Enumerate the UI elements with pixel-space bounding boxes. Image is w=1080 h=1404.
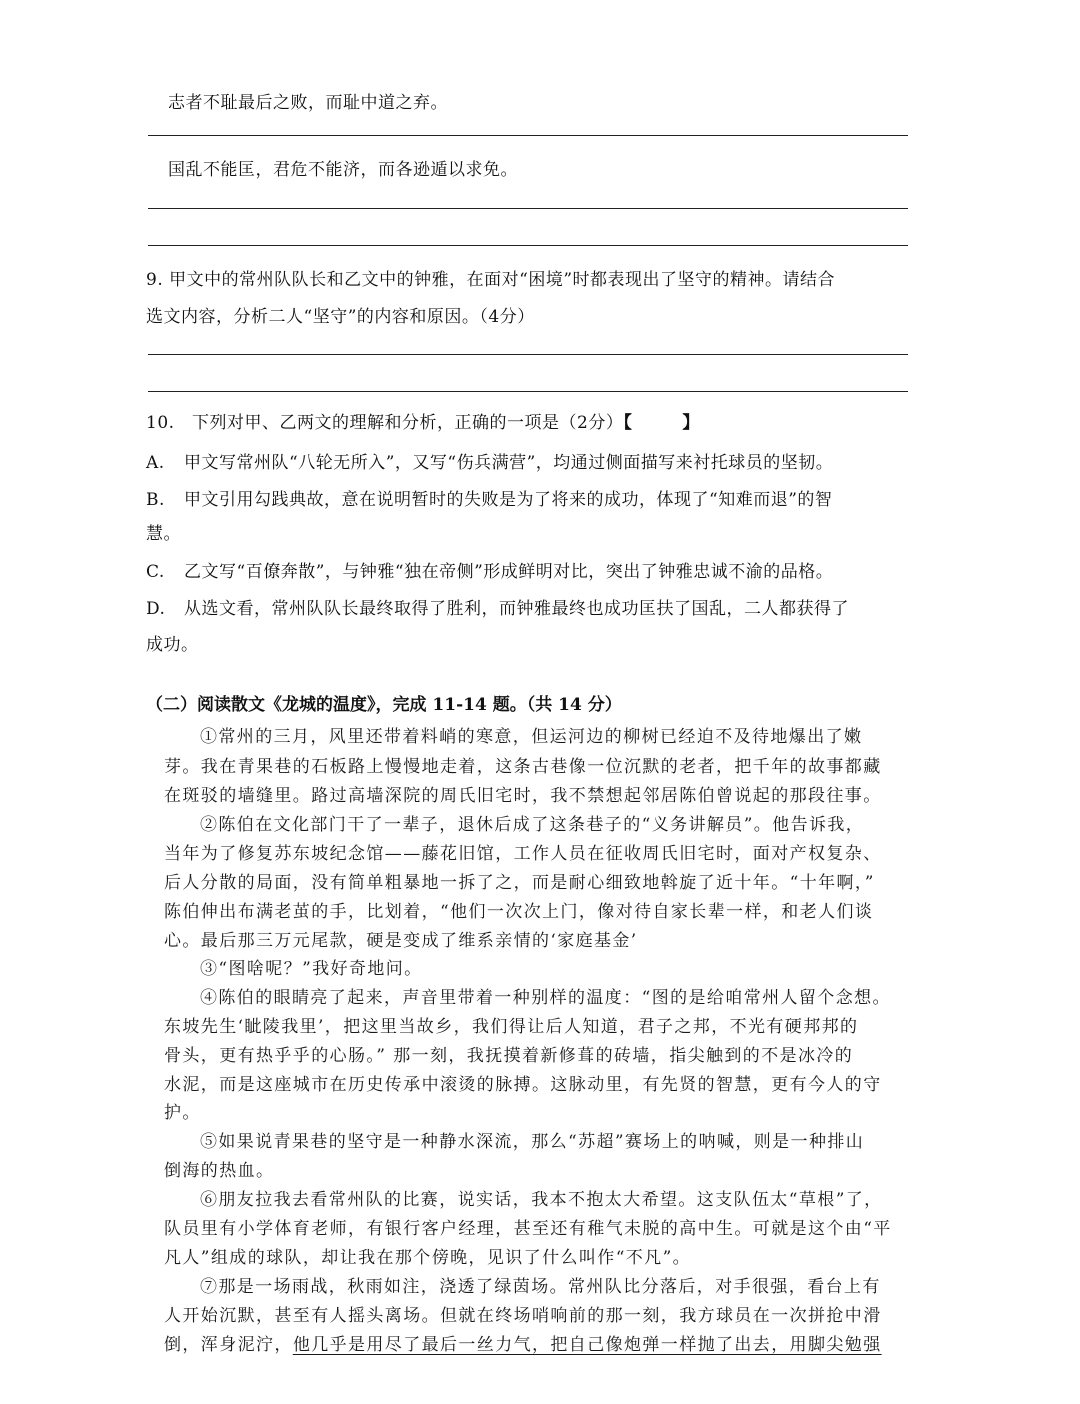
answer-line xyxy=(148,208,908,209)
essay-line: ①常州的三月，风里还带着料峭的寒意，但运河边的柳树已经迫不及待地爆出了嫩 xyxy=(200,727,863,747)
option-letter: D. xyxy=(146,599,166,619)
essay-last-line xyxy=(164,1330,882,1355)
essay-line: 骨头，更有热乎乎的心肠。” 那一刻，我抚摸着新修葺的砖墙，指尖触到的不是冰冷的 xyxy=(164,1046,854,1066)
question-9-line-1: 9. 甲文中的常州队队长和乙文中的钟雅，在面对“困境”时都表现出了坚守的精神。请结合 xyxy=(146,270,836,290)
essay-line: 陈伯伸出布满老茧的手，比划着，“他们一次次上门，像对待自家长辈一样，和老人们谈 xyxy=(164,902,874,922)
essay-line: 倒海的热血。 xyxy=(164,1161,275,1181)
essay-line: 芽。我在青果巷的石板路上慢慢地走着，这条古巷像一位沉默的老者，把千年的故事都藏 xyxy=(164,757,882,777)
essay-line: ③“图啥呢？”我好奇地问。 xyxy=(200,959,423,979)
essay-line: 水泥，而是这座城市在历史传承中滚烫的脉搏。这脉动里，有先贤的智慧，更有今人的守 xyxy=(164,1075,882,1095)
question-9-line-2: 选文内容，分析二人“坚守”的内容和原因。（4分） xyxy=(146,307,535,327)
underlined-sentence: 他几乎是用尽了最后一丝力气，把自己像炮弹一样抛了出去，用脚尖勉强 xyxy=(292,1335,882,1355)
option-b-continued: 慧。 xyxy=(146,524,181,544)
essay-line: 东坡先生‘眦陵我里’，把这里当故乡，我们得让后人知道，君子之邦，不光有硬邦邦的 xyxy=(164,1017,859,1037)
essay-line: ⑥朋友拉我去看常州队的比赛，说实话，我本不抱太大希望。这支队伍太“草根”了， xyxy=(200,1190,883,1210)
question-10-text: 10. 下列对甲、乙两文的理解和分析，正确的一项是（2分） xyxy=(146,413,624,433)
section-2-title: （二）阅读散文《龙城的温度》，完成 11-14 题。（共 14 分） xyxy=(146,695,622,715)
option-text: 甲文写常州队“八轮无所入”，又写“伤兵满营”，均通过侧面描写来衬托球员的坚韧。 xyxy=(184,453,834,473)
essay-line: 当年为了修复苏东坡纪念馆——藤花旧馆，工作人员在征收周氏旧宅时，面对产权复杂、 xyxy=(164,844,882,864)
translation-sentence-1: 志者不耻最后之败，而耻中道之弃。 xyxy=(168,93,448,113)
answer-line xyxy=(148,354,908,355)
option-text: 从选文看，常州队队长最终取得了胜利，而钟雅最终也成功匡扶了国乱，二人都获得了 xyxy=(184,599,849,619)
option-a xyxy=(146,448,833,473)
option-letter: B. xyxy=(146,490,165,510)
essay-line: 护。 xyxy=(164,1103,201,1123)
essay-line: 人开始沉默，甚至有人摇头离场。但就在终场哨响前的那一刻，我方球员在一次拼抢中滑 xyxy=(164,1306,882,1326)
answer-line xyxy=(148,391,908,392)
option-b xyxy=(146,485,832,510)
essay-line: ⑦那是一场雨战，秋雨如注，浇透了绿茵场。常州队比分落后，对手很强，看台上有 xyxy=(200,1277,881,1297)
answer-bracket-open: 【 xyxy=(623,413,633,433)
option-text: 乙文写“百僚奔散”，与钟雅“独在帝侧”形成鲜明对比，突出了钟雅忠诚不渝的品格。 xyxy=(184,562,834,582)
essay-line: ④陈伯的眼睛亮了起来，声音里带着一种别样的温度：“图的是给咱常州人留个念想。 xyxy=(200,988,891,1008)
essay-line: ②陈伯在文化部门干了一辈子，退休后成了这条巷子的“义务讲解员”。他告诉我， xyxy=(200,815,865,835)
option-letter: A. xyxy=(146,453,165,473)
answer-line xyxy=(148,245,908,246)
essay-text: 倒，浑身泥泞， xyxy=(164,1335,293,1355)
option-d-continued: 成功。 xyxy=(146,635,199,655)
essay-line: 队员里有小学体育老师，有银行客户经理，甚至还有稚气未脱的高中生。可就是这个由“平 xyxy=(164,1219,892,1239)
option-c xyxy=(146,557,833,582)
essay-line: 在斑驳的墙缝里。路过高墙深院的周氏旧宅时，我不禁想起邻居陈伯曾说起的那段往事。 xyxy=(164,786,882,806)
essay-line: 后人分散的局面，没有简单粗暴地一拆了之，而是耐心细致地斡旋了近十年。“十年啊，” xyxy=(164,873,875,893)
essay-line: 心。最后那三万元尾款，硬是变成了维系亲情的‘家庭基金’ xyxy=(164,931,638,951)
option-text: 甲文引用勾践典故，意在说明暂时的失败是为了将来的成功，体现了“知难而退”的智 xyxy=(184,490,833,510)
answer-line xyxy=(148,135,908,136)
option-d xyxy=(146,594,849,619)
option-letter: C. xyxy=(146,562,165,582)
question-10-stem xyxy=(146,408,700,433)
translation-sentence-2: 国乱不能匡，君危不能济，而各逊遁以求免。 xyxy=(168,160,518,180)
essay-line: 凡人”组成的球队，却让我在那个傍晚，见识了什么叫作“不凡”。 xyxy=(164,1248,692,1268)
answer-bracket-close: 】 xyxy=(682,413,700,433)
essay-line: ⑤如果说青果巷的坚守是一种静水深流，那么“苏超”赛场上的呐喊，则是一种排山 xyxy=(200,1132,865,1152)
